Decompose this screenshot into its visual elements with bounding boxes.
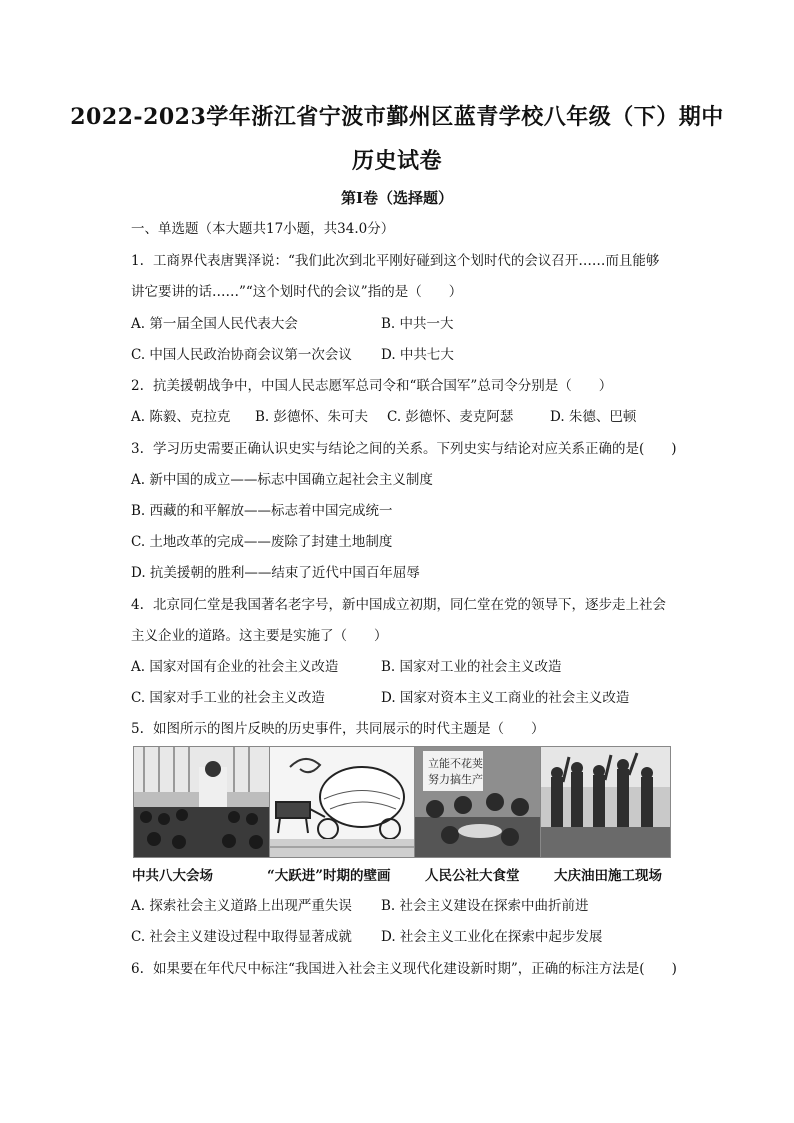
q3-option-a[interactable]: A. 新中国的成立——标志中国确立起社会主义制度 <box>131 472 433 488</box>
caption-commune-canteen: 人民公社大食堂 <box>425 868 520 884</box>
caption-great-leap-mural: “大跃进”时期的壁画 <box>267 868 391 884</box>
q3-option-c[interactable]: C. 土地改革的完成——废除了封建土地制度 <box>131 534 393 550</box>
question-text: 学习历史需要正确认识史实与结论之间的关系。下列史实与结论对应关系正确的是( ) <box>153 441 677 457</box>
q4-option-c[interactable]: C. 国家对手工业的社会主义改造 <box>131 690 325 706</box>
question-5 <box>131 717 545 737</box>
caption-daqing-oilfield: 大庆油田施工现场 <box>554 868 662 884</box>
q2-option-d[interactable]: D. 朱德、巴顿 <box>550 409 637 425</box>
q5-option-d[interactable]: D. 社会主义工业化在探索中起步发展 <box>381 929 603 945</box>
q1-option-b[interactable]: B. 中共一大 <box>381 316 454 332</box>
question-number: 5. <box>131 721 144 737</box>
section-heading: 一、单选题（本大题共17小题，共34.0分） <box>131 221 395 237</box>
q4-option-b[interactable]: B. 国家对工业的社会主义改造 <box>381 659 562 675</box>
question-4-line2: 主义企业的道路。这主要是实施了（ ） <box>131 628 388 644</box>
q5-option-a[interactable]: A. 探索社会主义道路上出现严重失误 <box>131 898 352 914</box>
q1-option-a[interactable]: A. 第一届全国人民代表大会 <box>131 316 298 332</box>
exam-title-line1: 2022-2023学年浙江省宁波市鄞州区蓝青学校八年级（下）期中 <box>70 104 724 130</box>
question-number: 1. <box>131 253 144 269</box>
photo-party-congress <box>133 746 270 858</box>
question-2 <box>131 374 612 394</box>
question-3 <box>131 437 677 457</box>
exam-title-line2: 历史试卷 <box>351 148 442 174</box>
q1-option-c[interactable]: C. 中国人民政治协商会议第一次会议 <box>131 347 352 363</box>
question-number: 2. <box>131 378 144 394</box>
question-1 <box>131 249 659 269</box>
question-5-photo-strip <box>133 746 670 858</box>
question-text: 抗美援朝战争中，中国人民志愿军总司令和“联合国军”总司令分别是（ ） <box>153 378 613 394</box>
volume-heading: 第I卷（选择题） <box>340 189 454 207</box>
question-number: 3. <box>131 441 144 457</box>
photo-great-leap-mural <box>269 746 415 858</box>
question-1-line2: 讲它要讲的话……”“这个划时代的会议”指的是（ ） <box>131 284 463 300</box>
question-text: 工商界代表唐巽泽说：“我们此次到北平刚好碰到这个划时代的会议召开……而且能够 <box>153 253 660 269</box>
q4-option-a[interactable]: A. 国家对国有企业的社会主义改造 <box>131 659 339 675</box>
photo-commune-canteen <box>414 746 541 858</box>
question-text: 北京同仁堂是我国著名老字号，新中国成立初期，同仁堂在党的领导下，逐步走上社会 <box>153 597 666 613</box>
question-text: 如图所示的图片反映的历史事件，共同展示的时代主题是（ ） <box>153 721 545 737</box>
poster-text: 立能不花荚 <box>428 757 483 770</box>
question-number: 4. <box>131 597 144 613</box>
q2-option-c[interactable]: C. 彭德怀、麦克阿瑟 <box>387 409 514 425</box>
photo-daqing-oilfield <box>540 746 671 858</box>
caption-party-congress: 中共八大会场 <box>132 868 213 884</box>
question-6 <box>131 957 677 977</box>
question-4 <box>131 593 666 613</box>
q3-option-b[interactable]: B. 西藏的和平解放——标志着中国完成统一 <box>131 503 393 519</box>
q2-option-b[interactable]: B. 彭德怀、朱可夫 <box>255 409 369 425</box>
q5-option-c[interactable]: C. 社会主义建设过程中取得显著成就 <box>131 929 352 945</box>
question-text: 如果要在年代尺中标注“我国进入社会主义现代化建设新时期”，正确的标注方法是( ) <box>153 961 677 977</box>
q1-option-d[interactable]: D. 中共七大 <box>381 347 454 363</box>
q3-option-d[interactable]: D. 抗美援朝的胜利——结束了近代中国百年屈辱 <box>131 565 420 581</box>
q5-option-b[interactable]: B. 社会主义建设在探索中曲折前进 <box>381 898 589 914</box>
svg-text:努力搞生产: 努力搞生产 <box>428 773 483 786</box>
q4-option-d[interactable]: D. 国家对资本主义工商业的社会主义改造 <box>381 690 630 706</box>
question-number: 6. <box>131 961 144 977</box>
q2-option-a[interactable]: A. 陈毅、克拉克 <box>131 409 231 425</box>
